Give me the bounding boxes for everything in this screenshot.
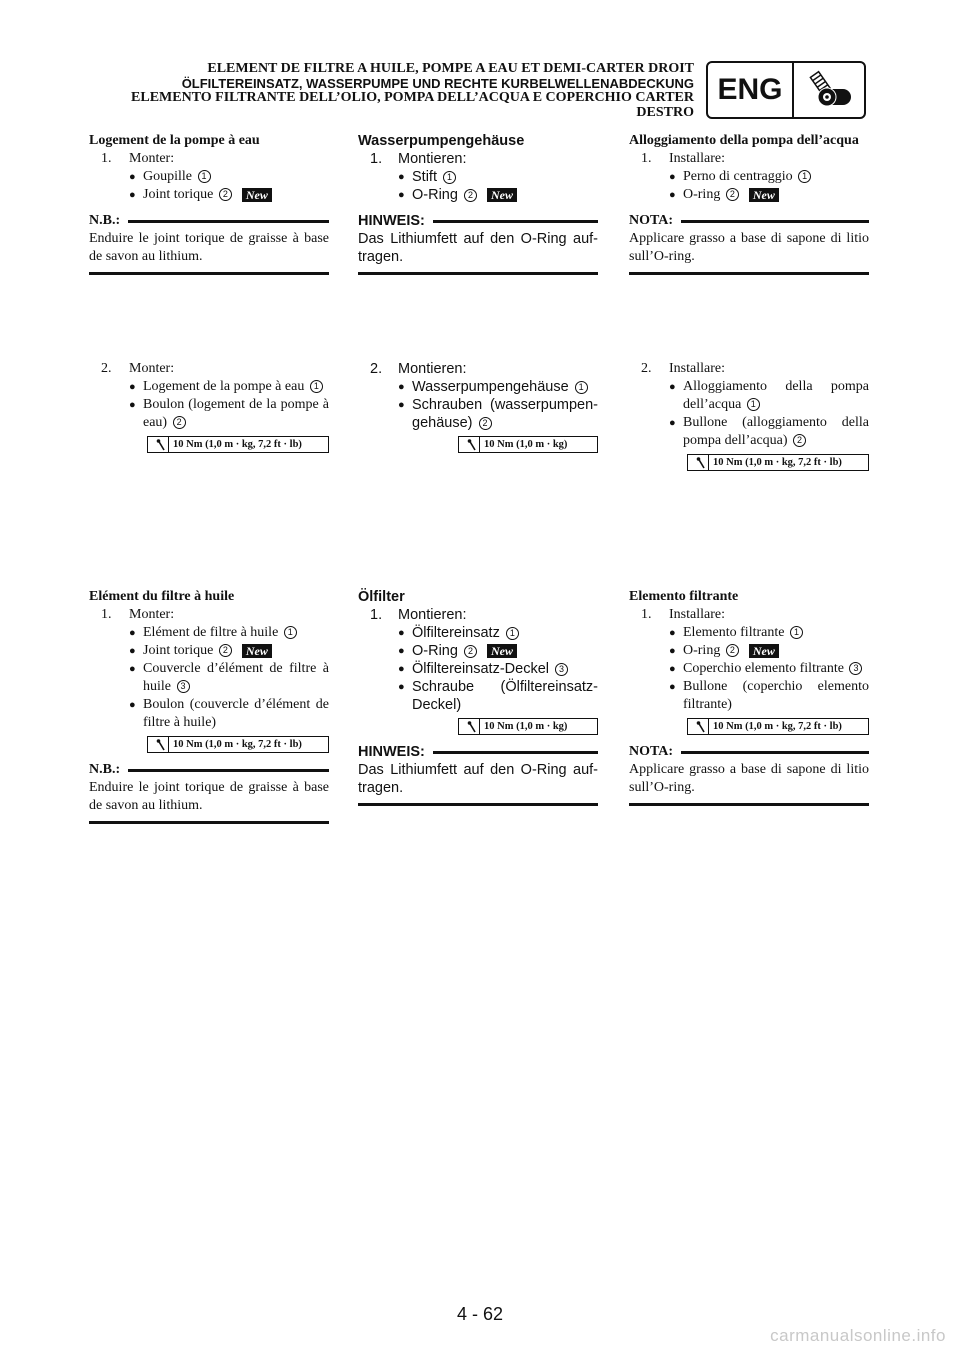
item-text: Boulon (logement de la pompe à eau): [143, 397, 329, 430]
de-pump2-torque: [458, 436, 598, 453]
bullet-icon: ●: [129, 663, 136, 675]
bullet-icon: ●: [669, 171, 676, 183]
item-text: Alloggiamento della pompa dell’acqua: [683, 379, 869, 412]
item-text: Bullone (coperchio elemento filtrante): [683, 679, 869, 712]
bullet-icon: ●: [669, 189, 676, 201]
callout-number: 2: [219, 644, 232, 657]
de-pump-item-1: [358, 168, 598, 186]
callout-number: 2: [793, 434, 806, 447]
torque-value: 10 Nm (1,0 m · kg): [484, 438, 568, 450]
item-text: Wasserpumpengehäuse: [412, 379, 569, 395]
page-number: 4 - 62: [456, 1304, 504, 1324]
de-filter-title: Ölfilter: [358, 589, 405, 605]
note-end-rule: [89, 272, 329, 275]
fr-filter-section: [89, 588, 329, 824]
fr-filter-torque: [147, 736, 329, 753]
bullet-icon: ●: [398, 399, 405, 411]
engine-crankshaft-icon: [794, 63, 864, 117]
callout-number: 1: [790, 626, 803, 639]
it-pump2-item-2: [629, 414, 869, 450]
step-text: Montieren:: [398, 151, 467, 167]
new-part-badge: New: [487, 644, 517, 658]
step-number: 2.: [101, 361, 112, 376]
watermark: carmanualsonline.info: [770, 1326, 946, 1345]
de-filter-item-2: [358, 642, 598, 660]
item-text: Elément de filtre à huile: [143, 625, 279, 640]
it-pump-note-header: [629, 212, 869, 230]
fr-filter-item-3: [89, 660, 329, 696]
bullet-icon: ●: [129, 627, 136, 639]
note-rule: [681, 751, 869, 754]
torque-value: 10 Nm (1,0 m · kg, 7,2 ft · lb): [713, 456, 842, 468]
step-text: Montieren:: [398, 361, 467, 377]
bullet-icon: ●: [669, 663, 676, 675]
item-text: Coperchio elemento filtrante: [683, 661, 844, 676]
step-number: 1.: [641, 607, 652, 622]
bullet-icon: ●: [398, 663, 405, 675]
de-filter-note-header: [358, 743, 598, 761]
note-label: HINWEIS:: [358, 213, 425, 229]
fr-pump2-item-1: [89, 378, 329, 396]
callout-number: 1: [506, 627, 519, 640]
item-text: O-Ring: [412, 643, 458, 659]
de-pump-item-2: [358, 186, 598, 204]
section-badge-label: ENG: [708, 63, 794, 117]
torque-wrench-icon: [148, 437, 169, 452]
callout-number: 2: [464, 189, 477, 202]
note-end-rule: [358, 803, 598, 806]
header-line-it: ELEMENTO FILTRANTE DELL’OLIO, POMPA DELL’ACQUA E COPERCHIO CARTER: [131, 90, 694, 105]
de-pump2-item-2: [358, 396, 598, 432]
item-text: O-Ring: [412, 187, 458, 203]
it-pump2-step-2: [629, 360, 869, 378]
section-badge: [706, 61, 866, 119]
item-text: Ölfiltereinsatz: [412, 625, 500, 641]
item-text: Couvercle d’élément de filtre à huile: [143, 661, 329, 694]
fr-pump2-step-2: [89, 360, 329, 378]
it-pump-step-1: [629, 150, 869, 168]
item-text: Joint torique: [143, 643, 214, 658]
fr-pump-item-2: [89, 186, 329, 204]
note-rule: [433, 220, 598, 223]
de-filter-note-text: Das Lithiumfett auf den O-Ring auf-tragen.: [358, 762, 598, 796]
it-pump-section: [629, 132, 869, 275]
step-number: 1.: [370, 151, 383, 167]
callout-number: 2: [479, 417, 492, 430]
bullet-icon: ●: [129, 699, 136, 711]
bullet-icon: ●: [398, 381, 405, 393]
it-pump-note-text: Applicare grasso a base di sapone di litio sull’O-ring.: [629, 231, 869, 264]
it-filter-item-1: [629, 624, 869, 642]
step-text: Installare:: [669, 361, 725, 376]
de-filter-item-3: [358, 660, 598, 678]
fr-pump-note-header: [89, 212, 329, 230]
item-text: Schraube (Ölfiltereinsatz-Deckel): [412, 679, 598, 713]
note-label: NOTA:: [629, 213, 674, 228]
note-end-rule: [629, 803, 869, 806]
step-text: Monter:: [129, 151, 175, 166]
note-rule: [128, 769, 329, 772]
item-text: Elemento filtrante: [683, 625, 785, 640]
callout-number: 1: [198, 170, 211, 183]
torque-wrench-icon: [459, 437, 480, 452]
note-label: N.B.:: [89, 213, 121, 228]
fr-filter-title: Elément du filtre à huile: [89, 589, 235, 604]
header-line-fr: ELEMENT DE FILTRE A HUILE, POMPE A EAU ET DEMI-CARTER DROIT: [207, 61, 694, 76]
bullet-icon: ●: [398, 189, 405, 201]
step-text: Installare:: [669, 607, 725, 622]
note-label: NOTA:: [629, 744, 674, 759]
de-filter-section: [358, 588, 598, 806]
callout-number: 3: [849, 662, 862, 675]
bullet-icon: ●: [669, 681, 676, 693]
de-pump2-section: [358, 360, 598, 453]
callout-number: 3: [177, 680, 190, 693]
fr-pump-title: Logement de la pompe à eau: [89, 133, 260, 148]
bullet-icon: ●: [129, 381, 136, 393]
callout-number: 2: [726, 644, 739, 657]
it-filter-torque: [687, 718, 869, 735]
bullet-icon: ●: [398, 171, 405, 183]
step-number: 1.: [641, 151, 652, 166]
torque-wrench-icon: [688, 719, 709, 734]
step-text: Installare:: [669, 151, 725, 166]
note-end-rule: [629, 272, 869, 275]
de-pump-title: Wasserpumpengehäuse: [358, 133, 525, 149]
step-number: 1.: [101, 607, 112, 622]
header-line-de: ÖLFILTEREINSATZ, WASSERPUMPE UND RECHTE KURBELWELLENABDECKUNG: [181, 75, 694, 91]
it-filter-title: Elemento filtrante: [629, 589, 739, 604]
note-rule: [433, 751, 598, 754]
it-pump2-torque: [687, 454, 869, 471]
fr-filter-note-text: Enduire le joint torique de graisse à base de savon au lithium.: [89, 780, 329, 813]
de-filter-item-4: [358, 678, 598, 714]
item-text: Logement de la pompe à eau: [143, 379, 305, 394]
item-text: Bullone (alloggiamento della pompa dell’acqua): [683, 415, 869, 448]
de-filter-step-1: [358, 606, 598, 624]
torque-value: 10 Nm (1,0 m · kg, 7,2 ft · lb): [713, 720, 842, 732]
step-text: Monter:: [129, 607, 175, 622]
de-filter-torque: [458, 718, 598, 735]
item-text: Boulon (couvercle d’élément de filtre à huile): [143, 697, 329, 730]
torque-wrench-icon: [148, 737, 169, 752]
step-text: Montieren:: [398, 607, 467, 623]
step-number: 1.: [101, 151, 112, 166]
de-filter-item-1: [358, 624, 598, 642]
bullet-icon: ●: [129, 171, 136, 183]
bullet-icon: ●: [669, 381, 676, 393]
item-text: O-ring: [683, 643, 721, 658]
item-text: Goupille: [143, 169, 192, 184]
it-filter-item-4: [629, 678, 869, 714]
torque-value: 10 Nm (1,0 m · kg, 7,2 ft · lb): [173, 438, 302, 450]
bullet-icon: ●: [669, 627, 676, 639]
callout-number: 3: [555, 663, 568, 676]
it-filter-note-text: Applicare grasso a base di sapone di litio sull’O-ring.: [629, 762, 869, 795]
it-pump2-item-1: [629, 378, 869, 414]
step-number: 2.: [370, 361, 383, 377]
new-part-badge: New: [242, 188, 272, 202]
new-part-badge: New: [749, 188, 779, 202]
fr-pump-item-1: [89, 168, 329, 186]
step-text: Monter:: [129, 361, 175, 376]
bullet-icon: ●: [129, 645, 136, 657]
it-filter-item-2: [629, 642, 869, 660]
de-pump2-item-1: [358, 378, 598, 396]
it-pump-item-2: [629, 186, 869, 204]
note-label: HINWEIS:: [358, 744, 425, 760]
de-pump-section: [358, 132, 598, 275]
header-line-it-cont: DESTRO: [636, 104, 694, 120]
bullet-icon: ●: [398, 627, 405, 639]
note-rule: [128, 220, 329, 223]
note-label: N.B.:: [89, 762, 121, 777]
it-filter-section: [629, 588, 869, 806]
callout-number: 2: [173, 416, 186, 429]
bullet-icon: ●: [669, 645, 676, 657]
item-text: Schrauben (wasserpumpen-gehäuse): [412, 397, 598, 431]
callout-number: 2: [726, 188, 739, 201]
torque-value: 10 Nm (1,0 m · kg): [484, 720, 568, 732]
item-text: Perno di centraggio: [683, 169, 793, 184]
de-pump-note-header: [358, 212, 598, 230]
new-part-badge: New: [749, 644, 779, 658]
torque-wrench-icon: [688, 455, 709, 470]
fr-filter-step-1: [89, 606, 329, 624]
item-text: Joint torique: [143, 187, 214, 202]
it-filter-note-header: [629, 743, 869, 761]
fr-pump-step-1: [89, 150, 329, 168]
callout-number: 1: [575, 381, 588, 394]
fr-filter-item-4: [89, 696, 329, 732]
new-part-badge: New: [487, 188, 517, 202]
de-pump-step-1: [358, 150, 598, 168]
item-text: Stift: [412, 169, 437, 185]
callout-number: 1: [747, 398, 760, 411]
fr-pump-note-text: Enduire le joint torique de graisse à base de savon au lithium.: [89, 231, 329, 264]
page-header-title: [80, 62, 694, 120]
bullet-icon: ●: [129, 189, 136, 201]
callout-number: 1: [310, 380, 323, 393]
de-pump2-step-2: [358, 360, 598, 378]
note-end-rule: [358, 272, 598, 275]
fr-pump2-torque: [147, 436, 329, 453]
fr-pump2-section: [89, 360, 329, 453]
bullet-icon: ●: [398, 645, 405, 657]
it-pump-title: Alloggiamento della pompa dell’acqua: [629, 133, 859, 148]
callout-number: 1: [284, 626, 297, 639]
note-end-rule: [89, 821, 329, 824]
note-rule: [681, 220, 869, 223]
it-pump-item-1: [629, 168, 869, 186]
it-pump2-section: [629, 360, 869, 471]
new-part-badge: New: [242, 644, 272, 658]
step-number: 2.: [641, 361, 652, 376]
torque-wrench-icon: [459, 719, 480, 734]
torque-value: 10 Nm (1,0 m · kg, 7,2 ft · lb): [173, 738, 302, 750]
it-filter-step-1: [629, 606, 869, 624]
step-number: 1.: [370, 607, 383, 623]
fr-filter-item-2: [89, 642, 329, 660]
callout-number: 1: [798, 170, 811, 183]
fr-pump-section: [89, 132, 329, 275]
fr-pump2-item-2: [89, 396, 329, 432]
callout-number: 2: [219, 188, 232, 201]
bullet-icon: ●: [129, 399, 136, 411]
it-filter-item-3: [629, 660, 869, 678]
item-text: O-ring: [683, 187, 721, 202]
fr-filter-note-header: [89, 761, 329, 779]
bullet-icon: ●: [398, 681, 405, 693]
callout-number: 1: [443, 171, 456, 184]
bullet-icon: ●: [669, 417, 676, 429]
item-text: Ölfiltereinsatz-Deckel: [412, 661, 549, 677]
de-pump-note-text: Das Lithiumfett auf den O-Ring auf-tragen.: [358, 231, 598, 265]
fr-filter-item-1: [89, 624, 329, 642]
callout-number: 2: [464, 645, 477, 658]
